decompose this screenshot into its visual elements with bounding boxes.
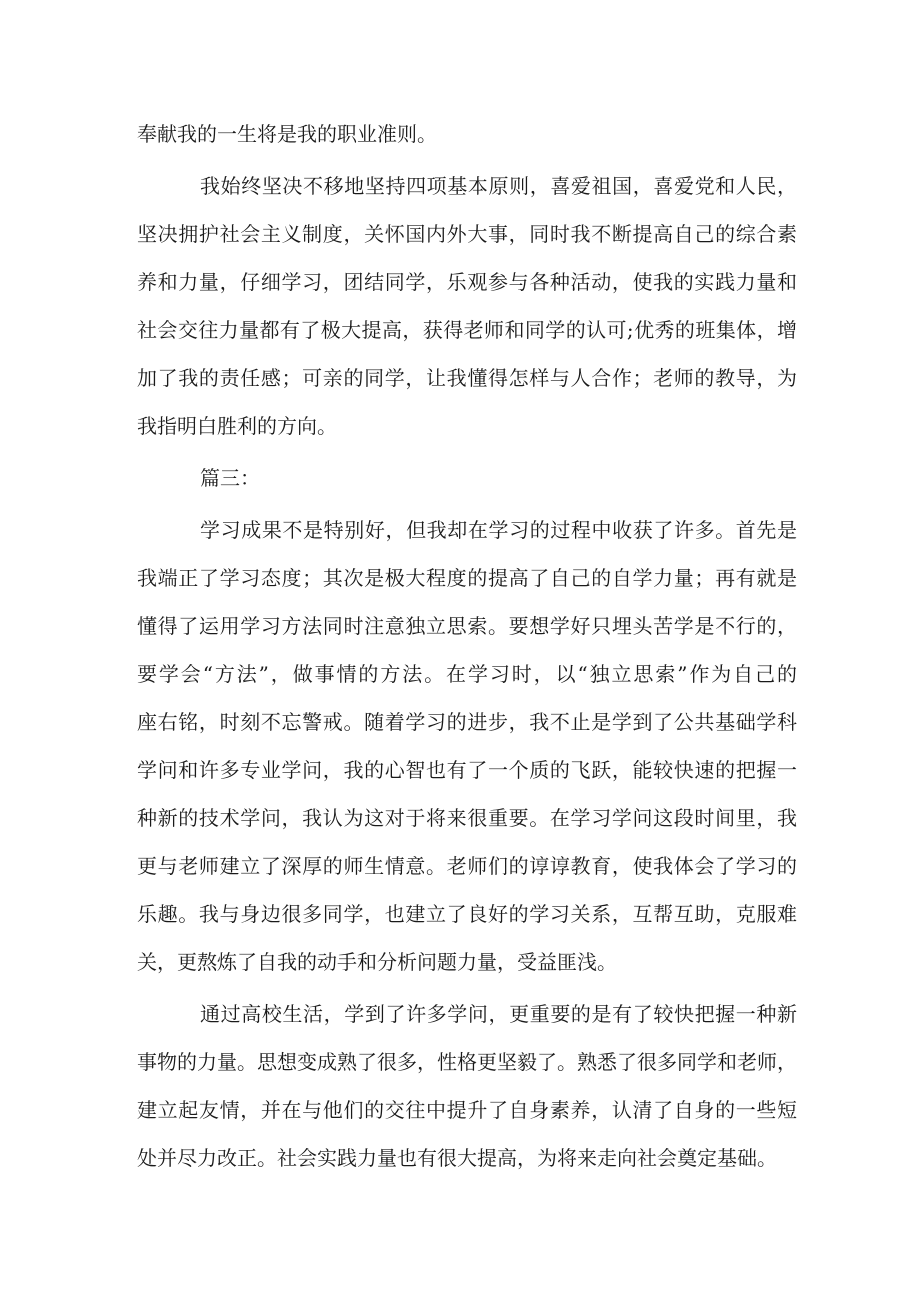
- text-line: 养和力量，仔细学习，团结同学，乐观参与各种活动，使我的实践力量和: [137, 270, 797, 294]
- text-line: 通过高校生活，学到了许多学问，更重要的是有了较快把握一种新: [200, 1002, 797, 1026]
- text-line: 更与老师建立了深厚的师生情意。老师们的谆谆教育，使我体会了学习的: [137, 854, 797, 878]
- text-line: 座右铭，时刻不忘警戒。随着学习的进步，我不止是学到了公共基础学科: [137, 710, 797, 734]
- text-line: 我端正了学习态度；其次是极大程度的提高了自己的自学力量；再有就是: [137, 566, 797, 590]
- text-line: 学问和许多专业学问，我的心智也有了一个质的飞跃，能较快速的把握一: [137, 758, 797, 782]
- text-line: 要学会“方法”，做事情的方法。在学习时，以“独立思索”作为自己的: [137, 662, 797, 686]
- text-line: 建立起友情，并在与他们的交往中提升了自身素养，认清了自身的一些短: [137, 1098, 797, 1122]
- text-line: 懂得了运用学习方法同时注意独立思索。要想学好只埋头苦学是不行的，: [137, 614, 797, 638]
- text-line: 关，更熬炼了自我的动手和分析问题力量，受益匪浅。: [137, 950, 617, 974]
- text-line: 奉献我的一生将是我的职业准则。: [137, 122, 437, 146]
- text-line: 种新的技术学问，我认为这对于将来很重要。在学习学问这段时间里，我: [137, 806, 797, 830]
- text-line: 我始终坚决不移地坚持四项基本原则，喜爱祖国，喜爱党和人民，: [200, 174, 797, 198]
- text-line: 加了我的责任感；可亲的同学，让我懂得怎样与人合作；老师的教导，为: [137, 366, 797, 390]
- text-line: 乐趣。我与身边很多同学，也建立了良好的学习关系，互帮互助，克服难: [137, 902, 797, 926]
- text-line: 社会交往力量都有了极大提高，获得老师和同学的认可;优秀的班集体，增: [137, 318, 797, 342]
- text-line: 事物的力量。思想变成熟了很多，性格更坚毅了。熟悉了很多同学和老师，: [137, 1050, 797, 1074]
- text-line: 坚决拥护社会主义制度，关怀国内外大事，同时我不断提高自己的综合素: [137, 222, 797, 246]
- section-heading: 篇三：: [200, 466, 260, 490]
- text-line: 处并尽力改正。社会实践力量也有很大提高，为将来走向社会奠定基础。: [137, 1146, 777, 1170]
- text-line: 我指明白胜利的方向。: [137, 414, 337, 438]
- text-line: 学习成果不是特别好，但我却在学习的过程中收获了许多。首先是: [200, 518, 797, 542]
